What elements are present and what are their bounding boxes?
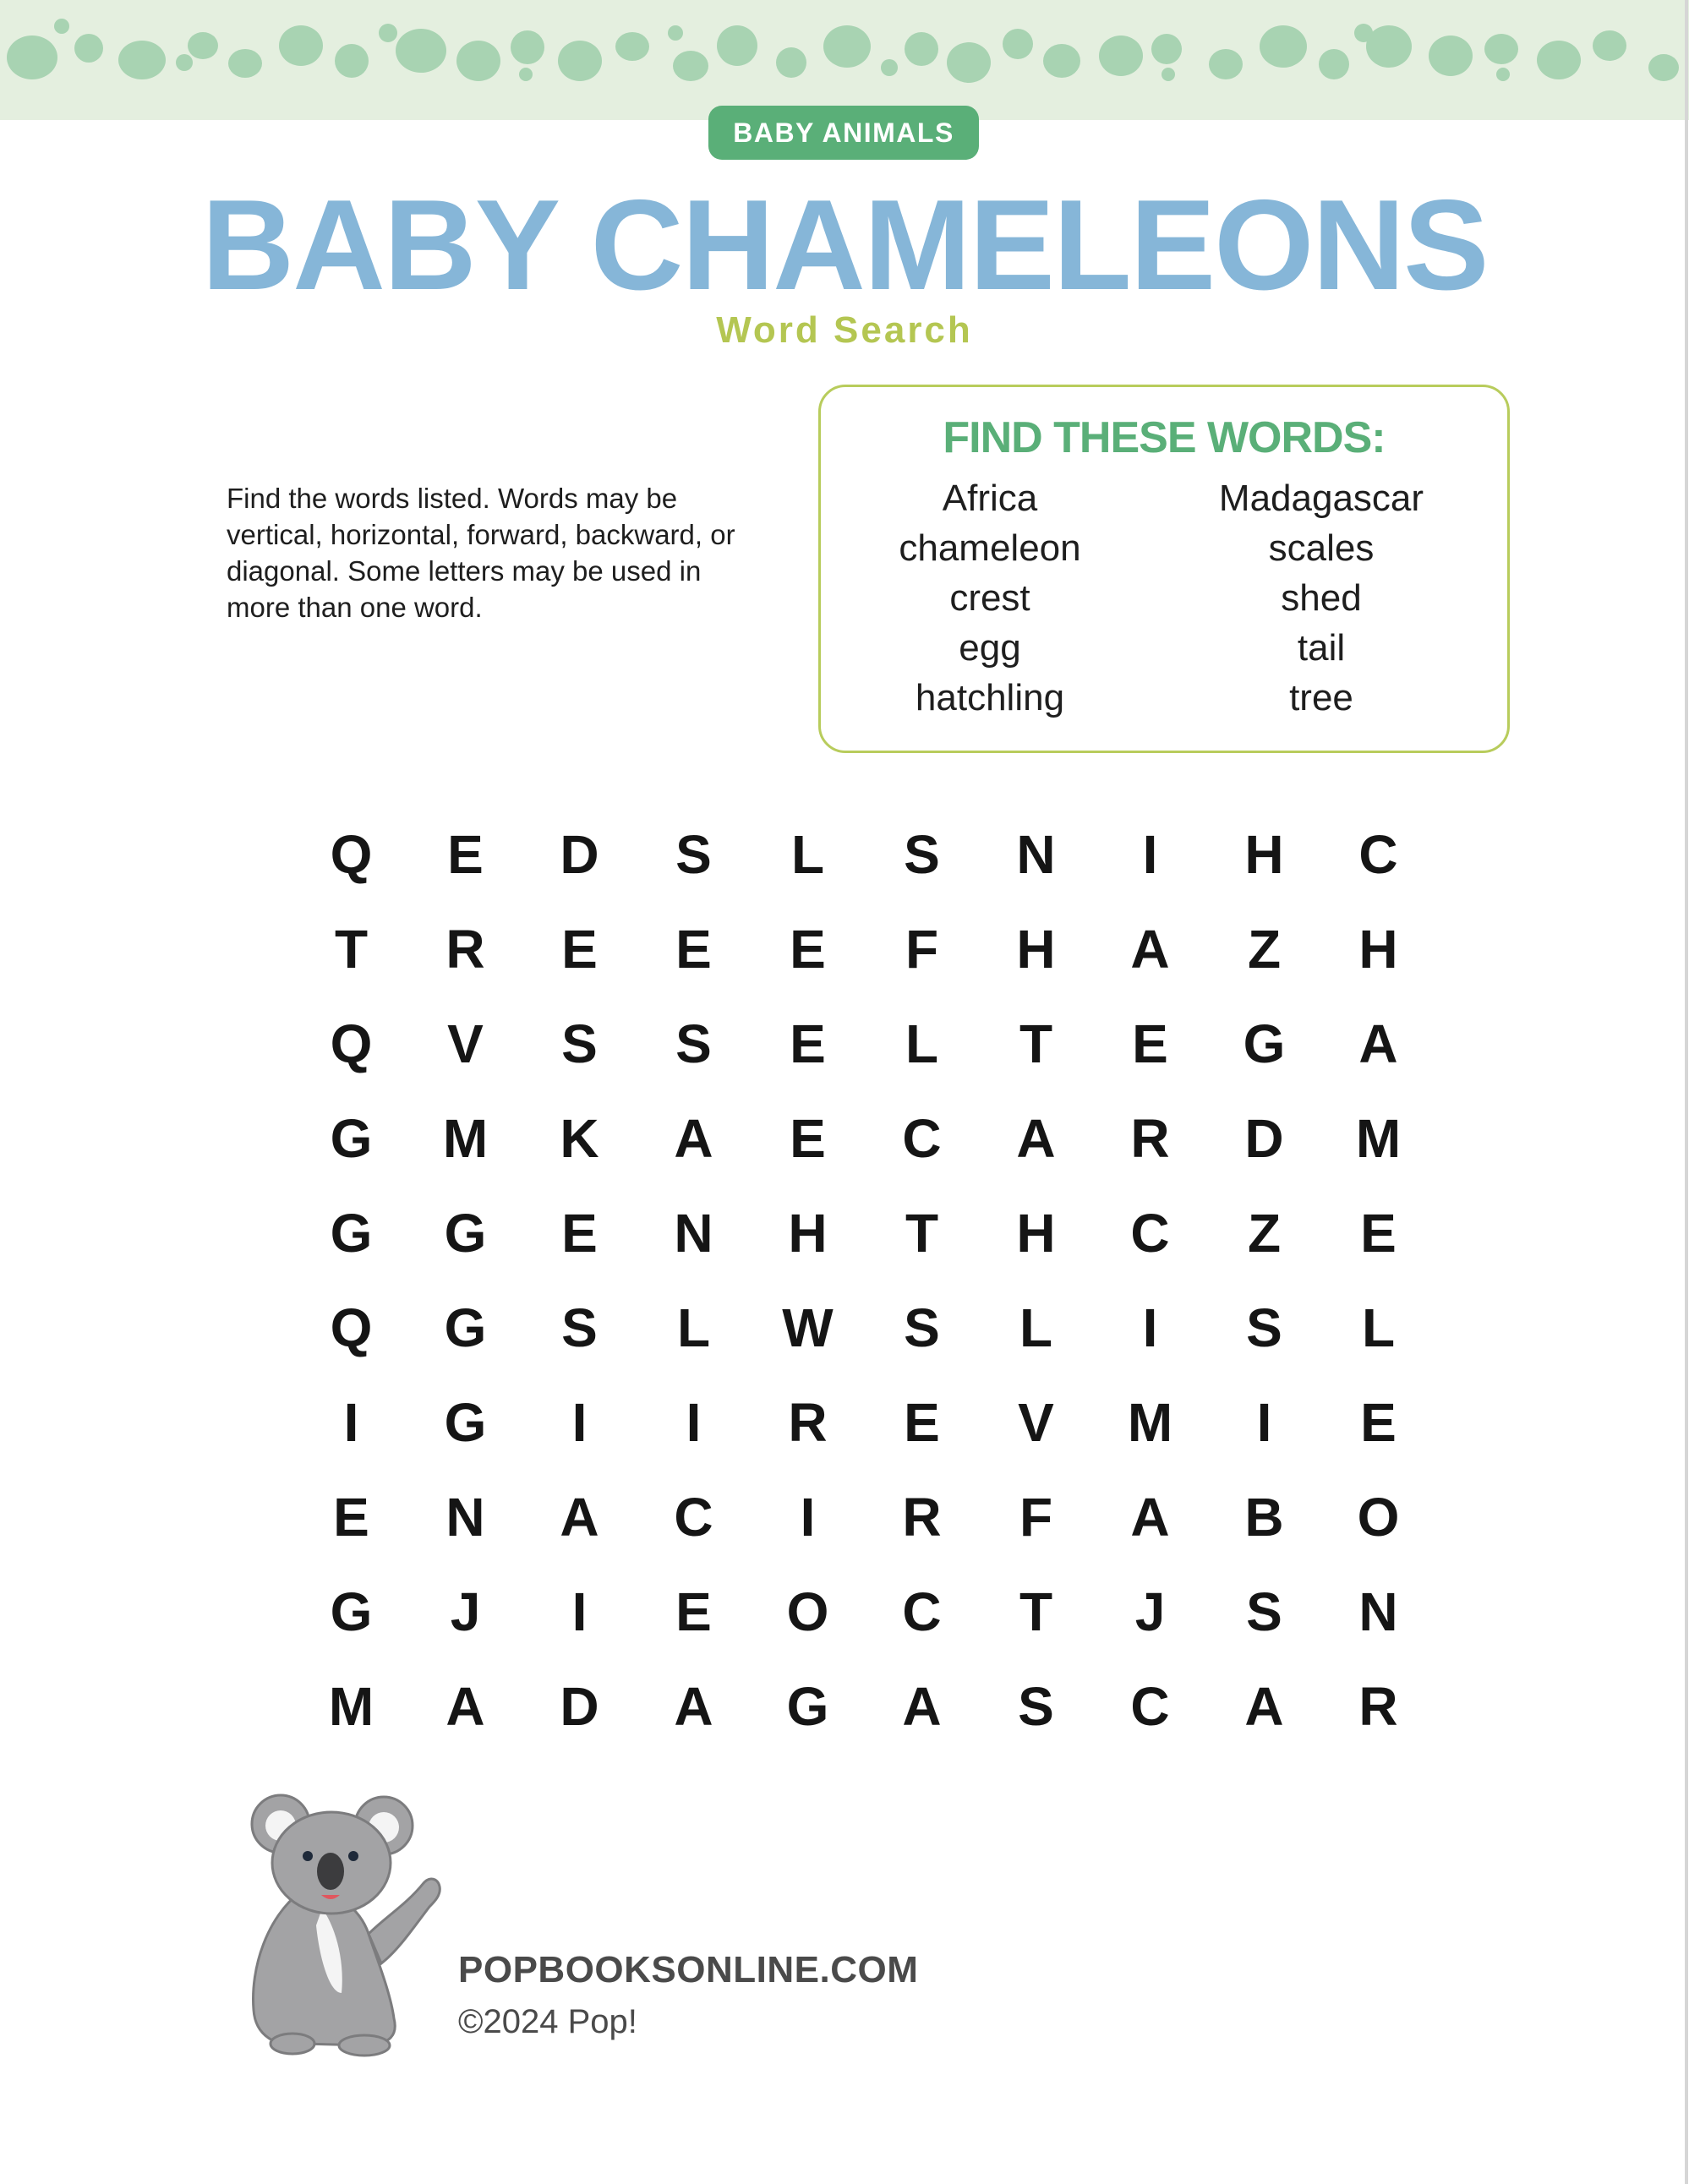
- grid-letter: C: [1130, 1203, 1170, 1264]
- grid-letter: G: [444, 1392, 487, 1453]
- grid-letter: D: [560, 1676, 599, 1737]
- grid-letter: M: [328, 1676, 374, 1737]
- grid-letter: E: [790, 1013, 826, 1074]
- word-item: hatchling: [915, 677, 1065, 718]
- grid-letter: E: [904, 1392, 940, 1453]
- word-search-grid: [294, 807, 1435, 1754]
- grid-letter: N: [1016, 824, 1056, 885]
- grid-letter: R: [788, 1392, 828, 1453]
- word-item: crest: [949, 577, 1030, 619]
- grid-letter: V: [1018, 1392, 1054, 1453]
- grid-letter: G: [1243, 1013, 1286, 1074]
- word-item: egg: [959, 627, 1021, 669]
- word-list-right-column: [1152, 473, 1490, 723]
- grid-letter: I: [343, 1392, 359, 1453]
- word-list-left-column: [821, 473, 1159, 723]
- grid-letter: M: [1355, 1108, 1402, 1169]
- grid-letter: S: [561, 1297, 598, 1358]
- grid-letter: E: [790, 919, 826, 980]
- grid-letter: Q: [330, 1013, 373, 1074]
- grid-letter: S: [904, 824, 940, 885]
- grid-letter: E: [561, 1203, 598, 1264]
- copyright-text: ©2024 Pop!: [458, 2003, 637, 2040]
- grid-letter: T: [905, 1203, 939, 1264]
- grid-letter: G: [444, 1297, 487, 1358]
- grid-letter: G: [786, 1676, 829, 1737]
- grid-letter: E: [447, 824, 484, 885]
- word-list-title: FIND THESE WORDS:: [943, 413, 1386, 462]
- grid-letter: G: [330, 1203, 373, 1264]
- grid-letter: H: [1016, 919, 1056, 980]
- grid-letter: A: [902, 1676, 942, 1737]
- grid-letter: A: [1244, 1676, 1284, 1737]
- koala-illustration: [242, 1790, 462, 2061]
- grid-letter: A: [674, 1676, 713, 1737]
- grid-letter: A: [1130, 919, 1170, 980]
- grid-letter: N: [445, 1487, 485, 1548]
- grid-letter: J: [1134, 1581, 1166, 1642]
- grid-letter: L: [905, 1013, 939, 1074]
- grid-letter: B: [1244, 1487, 1284, 1548]
- grid-letter: Q: [330, 1297, 373, 1358]
- grid-letter: H: [1244, 824, 1284, 885]
- grid-letter: E: [675, 919, 712, 980]
- word-item: Madagascar: [1218, 478, 1424, 519]
- grid-letter: E: [333, 1487, 369, 1548]
- grid-letter: R: [1130, 1108, 1170, 1169]
- grid-letter: N: [674, 1203, 713, 1264]
- grid-letter: N: [1358, 1581, 1398, 1642]
- word-item: tail: [1297, 627, 1346, 669]
- grid-letter: I: [571, 1392, 588, 1453]
- grid-letter: S: [675, 824, 712, 885]
- category-badge: BABY ANIMALS: [708, 106, 979, 160]
- word-item: Africa: [942, 478, 1038, 519]
- grid-letter: L: [676, 1297, 711, 1358]
- grid-letter: E: [1132, 1013, 1168, 1074]
- grid-letter: A: [1130, 1487, 1170, 1548]
- grid-letter: I: [800, 1487, 816, 1548]
- grid-letter: L: [790, 824, 825, 885]
- grid-letter: I: [1256, 1392, 1272, 1453]
- grid-letter: M: [1127, 1392, 1173, 1453]
- grid-letter: E: [561, 919, 598, 980]
- grid-letter: R: [902, 1487, 942, 1548]
- grid-letter: H: [1358, 919, 1398, 980]
- grid-letter: I: [571, 1581, 588, 1642]
- word-item: chameleon: [899, 527, 1081, 569]
- word-item: scales: [1268, 527, 1375, 569]
- grid-letter: R: [1358, 1676, 1398, 1737]
- grid-letter: I: [1142, 824, 1158, 885]
- grid-letter: C: [1130, 1676, 1170, 1737]
- grid-letter: D: [560, 824, 599, 885]
- word-item: tree: [1289, 677, 1353, 718]
- grid-letter: C: [674, 1487, 713, 1548]
- grid-letter: Z: [1247, 1203, 1282, 1264]
- grid-letter: G: [330, 1581, 373, 1642]
- word-item: shed: [1281, 577, 1362, 619]
- grid-letter: E: [675, 1581, 712, 1642]
- grid-letter: C: [902, 1581, 942, 1642]
- grid-letter: S: [561, 1013, 598, 1074]
- grid-letter: G: [330, 1108, 373, 1169]
- grid-letter: O: [786, 1581, 829, 1642]
- grid-letter: T: [1019, 1013, 1053, 1074]
- grid-letter: R: [445, 919, 485, 980]
- grid-letter: E: [1360, 1392, 1397, 1453]
- grid-letter: Z: [1247, 919, 1282, 980]
- grid-letter: L: [1019, 1297, 1053, 1358]
- grid-letter: A: [560, 1487, 599, 1548]
- grid-letter: D: [1244, 1108, 1284, 1169]
- grid-letter: F: [1019, 1487, 1053, 1548]
- grid-letter: C: [1358, 824, 1398, 885]
- grid-letter: O: [1357, 1487, 1400, 1548]
- grid-letter: A: [1016, 1108, 1056, 1169]
- grid-letter: A: [445, 1676, 485, 1737]
- grid-letter: L: [1361, 1297, 1396, 1358]
- grid-letter: S: [1246, 1581, 1282, 1642]
- grid-letter: T: [1019, 1581, 1053, 1642]
- grid-letter: W: [782, 1297, 834, 1358]
- grid-letter: E: [790, 1108, 826, 1169]
- website-footer: POPBOOKSONLINE.COM: [458, 1949, 919, 1990]
- page-subtitle: Word Search: [716, 309, 973, 351]
- grid-letter: C: [902, 1108, 942, 1169]
- grid-letter: T: [334, 919, 369, 980]
- decorative-dot-band: [0, 0, 1689, 120]
- grid-letter: A: [1358, 1013, 1398, 1074]
- grid-letter: I: [686, 1392, 702, 1453]
- grid-letter: J: [450, 1581, 481, 1642]
- grid-letter: G: [444, 1203, 487, 1264]
- grid-letter: I: [1142, 1297, 1158, 1358]
- grid-letter: S: [675, 1013, 712, 1074]
- grid-letter: S: [1018, 1676, 1054, 1737]
- grid-letter: K: [560, 1108, 599, 1169]
- grid-letter: M: [442, 1108, 489, 1169]
- page-title: BABY CHAMELEONS: [201, 173, 1488, 317]
- grid-letter: E: [1360, 1203, 1397, 1264]
- grid-letter: H: [788, 1203, 828, 1264]
- grid-letter: V: [447, 1013, 484, 1074]
- grid-letter: Q: [330, 824, 373, 885]
- grid-letter: S: [904, 1297, 940, 1358]
- grid-letter: A: [674, 1108, 713, 1169]
- word-list-box: [818, 385, 1510, 753]
- grid-letter: H: [1016, 1203, 1056, 1264]
- instructions-text: Find the words listed. Words may be vertical, horizontal, forward, backward, or diagonal. Some letters may be used in more than one word.: [227, 483, 735, 623]
- grid-letter: S: [1246, 1297, 1282, 1358]
- grid-letter: F: [905, 919, 939, 980]
